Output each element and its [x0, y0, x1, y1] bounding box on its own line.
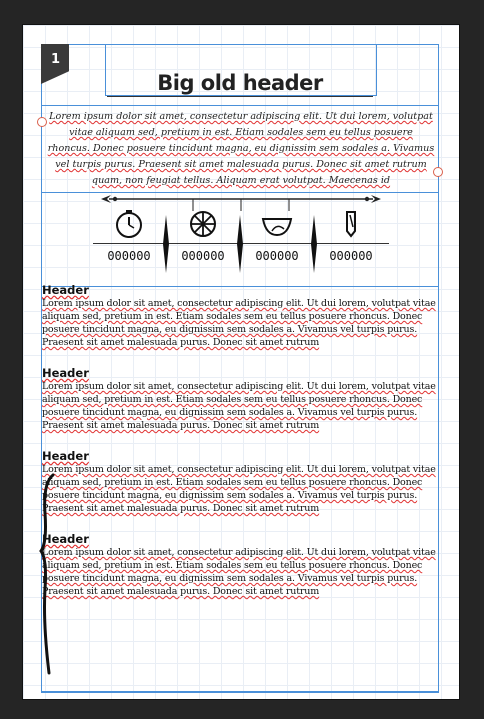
stats-row	[93, 209, 389, 271]
section-body: Lorem ipsum dolor sit amet, consectetur adipiscing elit. Ut dui lorem, volutpat vitae aliquam sed, pretium in est. Etiam sodales sem eu tellus posuere rhoncus. Donec posuere tincidunt magna, eu dignissim sem sodales a. Vivamus vel turpis purus. Praesent sit amet malesuada purus. Donec sit amet rutrum	[42, 381, 436, 431]
stat-cell	[167, 209, 239, 271]
stat-cell	[315, 209, 387, 271]
section-header: Header	[42, 449, 89, 463]
stat-value: 000000	[181, 249, 225, 263]
page-number: 1	[51, 52, 61, 67]
stat-value: 000000	[329, 249, 373, 263]
wheel-icon	[188, 209, 218, 239]
intro-paragraph[interactable]	[47, 109, 435, 189]
stat-value: 000000	[107, 249, 151, 263]
stopwatch-icon	[114, 209, 144, 239]
section-body: Lorem ipsum dolor sit amet, consectetur adipiscing elit. Ut dui lorem, volutpat vitae aliquam sed, pretium in est. Etiam sodales sem eu tellus posuere rhoncus. Donec posuere tincidunt magna, eu dignissim sem sodales a. Vivamus vel turpis purus. Praesent sit amet malesuada purus. Donec sit amet rutrum	[42, 464, 436, 514]
section-header: Header	[42, 283, 89, 297]
flag-icon	[336, 209, 366, 239]
stat-cell	[93, 209, 165, 271]
content-section[interactable]	[42, 532, 438, 598]
section-body: Lorem ipsum dolor sit amet, consectetur adipiscing elit. Ut dui lorem, volutpat vitae aliquam sed, pretium in est. Etiam sodales sem eu tellus posuere rhoncus. Donec posuere tincidunt magna, eu dignissim sem sodales a. Vivamus vel turpis purus. Praesent sit amet malesuada purus. Donec sit amet rutrum	[42, 547, 436, 597]
intro-text: Lorem ipsum dolor sit amet, consectetur adipiscing elit. Ut dui lorem, volutpat vitae aliquam sed, pretium in est. Etiam sodales sem eu tellus posuere rhoncus. Donec posuere tincidunt magna, eu dignissim sem sodales a. Vivamus vel turpis purus. Praesent sit amet malesuada purus. Donec sit amet rutrum quam, non feugiat tellus. Aliquam erat volutpat. Maecenas id	[47, 111, 435, 186]
content-section[interactable]	[42, 449, 438, 515]
content-section[interactable]	[42, 366, 438, 432]
page-title[interactable]: Big old header	[107, 71, 373, 97]
frame-resize-handle-left[interactable]	[37, 117, 47, 127]
stat-cell	[241, 209, 313, 271]
section-body: Lorem ipsum dolor sit amet, consectetur adipiscing elit. Ut dui lorem, volutpat vitae aliquam sed, pretium in est. Etiam sodales sem eu tellus posuere rhoncus. Donec posuere tincidunt magna, eu dignissim sem sodales a. Vivamus vel turpis purus. Praesent sit amet malesuada purus. Donec sit amet rutrum	[42, 298, 436, 348]
stat-value: 000000	[255, 249, 299, 263]
section-header: Header	[42, 532, 89, 546]
document-page[interactable]	[23, 25, 459, 699]
bowl-icon	[260, 209, 294, 239]
section-header: Header	[42, 366, 89, 380]
brace-mark-icon	[39, 473, 59, 683]
content-section[interactable]	[42, 283, 438, 349]
